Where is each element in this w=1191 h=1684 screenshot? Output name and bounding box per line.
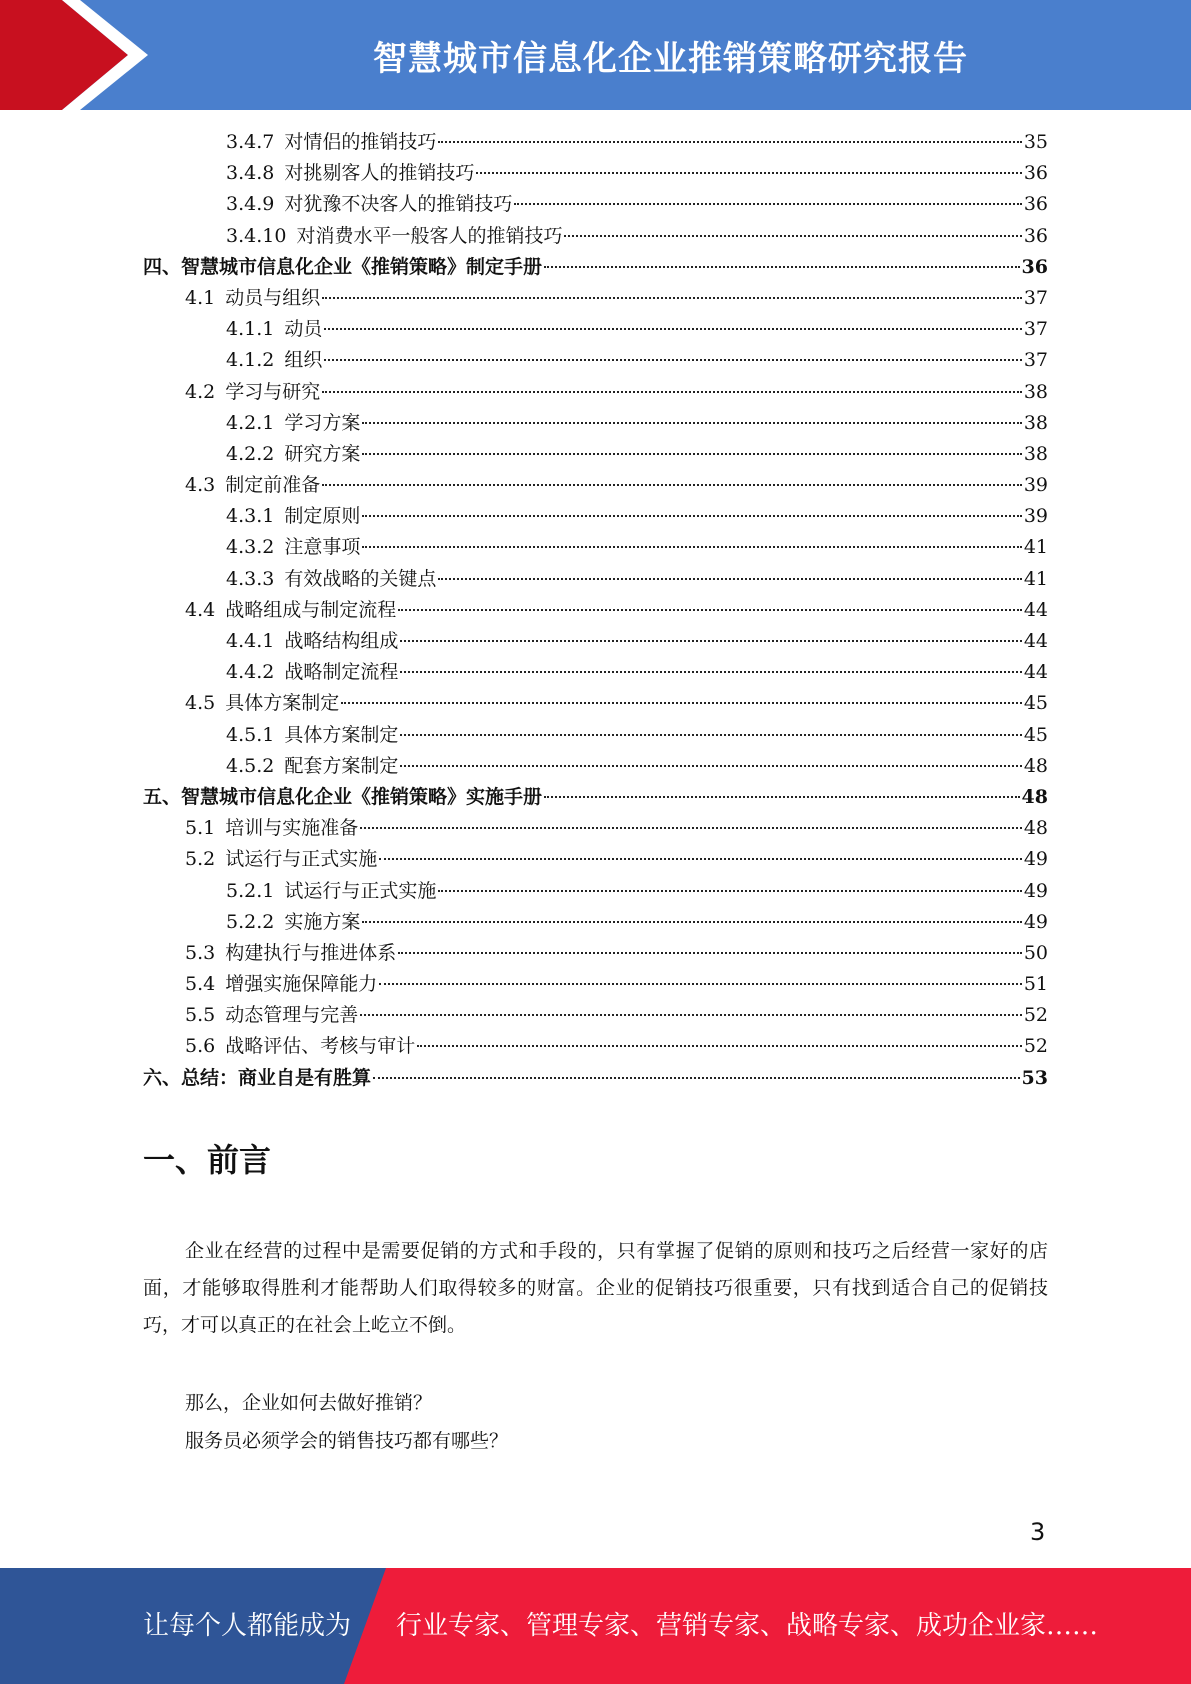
toc-dot-leader xyxy=(362,546,1021,548)
document-title: 智慧城市信息化企业推销策略研究报告 xyxy=(373,38,968,79)
toc-entry-page: 36 xyxy=(1023,193,1048,216)
toc-entry[interactable] xyxy=(143,1000,1048,1031)
toc-dot-leader xyxy=(400,671,1021,673)
toc-entry[interactable] xyxy=(143,1031,1048,1062)
toc-entry-number: 4.5.2 xyxy=(226,754,275,777)
toc-entry-title: 培训与实施准备 xyxy=(225,817,359,840)
toc-dot-leader xyxy=(400,640,1021,642)
toc-entry-number: 5.2.2 xyxy=(226,910,275,933)
toc-dot-leader xyxy=(324,359,1021,361)
toc-entry-number: 5.1 xyxy=(185,817,216,840)
toc-dot-leader xyxy=(360,827,1022,829)
toc-entry-page: 39 xyxy=(1023,505,1048,528)
toc-entry[interactable] xyxy=(143,314,1048,345)
toc-dot-leader xyxy=(322,484,1022,486)
toc-entry-title: 注意事项 xyxy=(284,536,361,559)
toc-dot-leader xyxy=(362,515,1021,517)
toc-entry-page: 52 xyxy=(1023,1035,1048,1058)
toc-entry-page: 36 xyxy=(1023,162,1048,185)
toc-dot-leader xyxy=(379,858,1022,860)
toc-entry-number: 4.4 xyxy=(185,598,216,621)
toc-entry[interactable] xyxy=(143,720,1048,751)
toc-entry-number: 4.3 xyxy=(185,474,216,497)
toc-dot-leader xyxy=(417,1045,1022,1047)
toc-entry-number: 4.2.1 xyxy=(226,411,275,434)
toc-dot-leader xyxy=(362,422,1021,424)
toc-entry-title: 试运行与正式实施 xyxy=(225,848,378,871)
toc-entry-page: 48 xyxy=(1023,754,1048,777)
toc-entry[interactable] xyxy=(143,969,1048,1000)
toc-entry-title: 动态管理与完善 xyxy=(225,1004,359,1027)
toc-entry-number: 4.3.1 xyxy=(226,505,275,528)
toc-entry-number: 4.2.2 xyxy=(226,442,275,465)
toc-dot-leader xyxy=(322,391,1022,393)
toc-entry-title: 学习方案 xyxy=(284,411,361,434)
toc-entry[interactable] xyxy=(143,439,1048,470)
toc-entry-title: 四、智慧城市信息化企业《推销策略》制定手册 xyxy=(143,255,543,278)
toc-entry-title: 动员与组织 xyxy=(225,286,321,309)
toc-entry-page: 48 xyxy=(1021,785,1048,808)
toc-entry-number: 4.1 xyxy=(185,286,216,309)
toc-entry-title: 研究方案 xyxy=(284,442,361,465)
toc-entry-page: 38 xyxy=(1023,411,1048,434)
toc-entry-number: 4.5.1 xyxy=(226,723,275,746)
toc-entry-page: 38 xyxy=(1023,442,1048,465)
toc-entry-title: 五、智慧城市信息化企业《推销策略》实施手册 xyxy=(143,785,543,808)
toc-entry[interactable] xyxy=(143,595,1048,626)
toc-entry-title: 实施方案 xyxy=(284,910,361,933)
toc-dot-leader xyxy=(400,765,1021,767)
toc-entry-title: 制定前准备 xyxy=(225,474,321,497)
toc-entry-page: 50 xyxy=(1023,941,1048,964)
toc-entry-number: 5.2 xyxy=(185,848,216,871)
toc-entry-number: 5.3 xyxy=(185,941,216,964)
table-of-contents xyxy=(143,127,1048,1094)
toc-entry[interactable] xyxy=(143,813,1048,844)
toc-entry-title: 动员 xyxy=(284,318,323,341)
toc-dot-leader xyxy=(360,1014,1022,1016)
toc-dot-leader xyxy=(400,734,1021,736)
toc-entry-title: 战略评估、考核与审计 xyxy=(225,1035,416,1058)
toc-entry-title: 六、总结：商业自是有胜算 xyxy=(143,1066,372,1089)
page-number: 3 xyxy=(1030,1518,1046,1546)
toc-dot-leader xyxy=(362,453,1021,455)
toc-entry[interactable] xyxy=(143,1063,1048,1094)
toc-entry-page: 52 xyxy=(1023,1004,1048,1027)
toc-entry-title: 对犹豫不决客人的推销技巧 xyxy=(284,193,513,216)
toc-entry[interactable] xyxy=(143,377,1048,408)
toc-entry-number: 5.6 xyxy=(185,1035,216,1058)
toc-entry-number: 4.4.1 xyxy=(226,630,275,652)
toc-entry-number: 4.4.2 xyxy=(226,661,275,684)
question-line: 那么，企业如何去做好推销？ xyxy=(185,1392,433,1414)
toc-entry[interactable] xyxy=(143,657,1048,688)
toc-entry[interactable] xyxy=(143,907,1048,938)
page-header xyxy=(0,0,1191,110)
header-arrow-decoration xyxy=(0,0,160,110)
toc-entry-number: 4.3.3 xyxy=(226,567,275,590)
toc-entry-title: 战略制定流程 xyxy=(284,661,399,684)
toc-entry-title: 有效战略的关键点 xyxy=(284,567,437,590)
toc-entry-page: 45 xyxy=(1023,723,1048,746)
toc-entry-title: 增强实施保障能力 xyxy=(225,973,378,996)
toc-entry-title: 对情侣的推销技巧 xyxy=(284,131,437,153)
toc-dot-leader xyxy=(476,172,1021,174)
intro-paragraph: 企业在经营的过程中是需要促销的方式和手段的，只有掌握了促销的原则和技巧之后经营一家好的店面，才能够取得胜利才能帮助人们取得较多的财富。企业的促销技巧很重要，只有找到适合自己的促销技巧，才可以真正的在社会上屹立不倒。 xyxy=(143,1240,1048,1336)
question-line: 服务员必须学会的销售技巧都有哪些？ xyxy=(185,1430,509,1452)
toc-dot-leader xyxy=(438,141,1021,143)
toc-entry-title: 构建执行与推进体系 xyxy=(225,941,397,964)
toc-entry-title: 具体方案制定 xyxy=(225,692,340,715)
toc-entry[interactable] xyxy=(143,470,1048,501)
toc-dot-leader xyxy=(438,578,1021,580)
toc-entry[interactable] xyxy=(143,782,1048,813)
toc-entry-title: 试运行与正式实施 xyxy=(284,879,437,902)
toc-entry[interactable] xyxy=(143,501,1048,532)
toc-entry-page: 39 xyxy=(1023,474,1048,497)
toc-entry-page: 53 xyxy=(1021,1066,1048,1089)
toc-entry-title: 战略结构组成 xyxy=(284,630,399,652)
toc-entry-page: 44 xyxy=(1023,661,1048,684)
toc-entry-number: 4.1.1 xyxy=(226,318,275,341)
toc-entry[interactable] xyxy=(143,221,1048,252)
toc-entry[interactable] xyxy=(143,252,1048,283)
toc-entry-page: 49 xyxy=(1023,848,1048,871)
toc-entry-number: 3.4.7 xyxy=(226,131,275,153)
toc-dot-leader xyxy=(544,266,1020,268)
toc-entry-page: 37 xyxy=(1023,286,1048,309)
toc-entry[interactable] xyxy=(143,345,1048,376)
toc-dot-leader xyxy=(398,609,1022,611)
toc-dot-leader xyxy=(324,328,1021,330)
toc-entry-page: 49 xyxy=(1023,879,1048,902)
toc-entry-number: 5.5 xyxy=(185,1004,216,1027)
toc-entry[interactable] xyxy=(143,751,1048,782)
toc-dot-leader xyxy=(398,952,1022,954)
toc-entry-page: 35 xyxy=(1023,131,1048,153)
toc-entry-page: 41 xyxy=(1023,567,1048,590)
toc-entry-title: 战略组成与制定流程 xyxy=(225,598,397,621)
toc-entry-page: 48 xyxy=(1023,817,1048,840)
toc-dot-leader xyxy=(544,796,1020,798)
toc-entry[interactable] xyxy=(143,532,1048,563)
toc-entry-page: 41 xyxy=(1023,536,1048,559)
footer-slogan-left: 让每个人都能成为 xyxy=(143,1611,352,1641)
toc-dot-leader xyxy=(341,702,1022,704)
toc-entry-number: 4.5 xyxy=(185,692,216,715)
toc-entry-number: 3.4.10 xyxy=(226,224,287,247)
toc-entry[interactable] xyxy=(143,127,1048,158)
toc-entry-title: 制定原则 xyxy=(284,505,361,528)
toc-entry[interactable] xyxy=(143,564,1048,595)
toc-entry-number: 3.4.8 xyxy=(226,162,275,185)
toc-dot-leader xyxy=(373,1077,1020,1079)
toc-entry-number: 4.3.2 xyxy=(226,536,275,559)
toc-entry-page: 37 xyxy=(1023,349,1048,372)
toc-entry-page: 37 xyxy=(1023,318,1048,341)
footer-slogan-right: 行业专家、管理专家、营销专家、战略专家、成功企业家…… xyxy=(396,1611,1099,1641)
toc-entry[interactable] xyxy=(143,626,1048,657)
toc-entry-page: 45 xyxy=(1023,692,1048,715)
toc-entry-page: 44 xyxy=(1023,630,1048,652)
toc-entry[interactable] xyxy=(143,844,1048,875)
toc-entry-page: 38 xyxy=(1023,380,1048,403)
toc-entry-title: 对挑剔客人的推销技巧 xyxy=(284,162,475,185)
toc-dot-leader xyxy=(362,921,1021,923)
toc-dot-leader xyxy=(514,203,1021,205)
toc-entry-page: 36 xyxy=(1021,255,1048,278)
page-footer xyxy=(0,1568,1191,1684)
toc-entry-title: 学习与研究 xyxy=(225,380,321,403)
toc-entry[interactable] xyxy=(143,408,1048,439)
toc-entry-number: 4.2 xyxy=(185,380,216,403)
toc-entry[interactable] xyxy=(143,688,1048,719)
toc-dot-leader xyxy=(564,235,1021,237)
toc-entry-title: 对消费水平一般客人的推销技巧 xyxy=(296,224,563,247)
toc-entry-page: 49 xyxy=(1023,910,1048,933)
toc-entry[interactable] xyxy=(143,189,1048,220)
toc-entry-number: 4.1.2 xyxy=(226,349,275,372)
toc-dot-leader xyxy=(379,983,1022,985)
toc-entry-page: 44 xyxy=(1023,598,1048,621)
toc-entry-title: 组织 xyxy=(284,349,323,372)
toc-entry-title: 配套方案制定 xyxy=(284,754,399,777)
toc-entry-title: 具体方案制定 xyxy=(284,723,399,746)
toc-dot-leader xyxy=(438,890,1021,892)
toc-entry[interactable] xyxy=(143,938,1048,969)
toc-entry-number: 5.2.1 xyxy=(226,879,275,902)
toc-entry-page: 51 xyxy=(1023,973,1048,996)
toc-entry[interactable] xyxy=(143,158,1048,189)
toc-entry-page: 36 xyxy=(1023,224,1048,247)
toc-entry-number: 5.4 xyxy=(185,973,216,996)
toc-entry[interactable] xyxy=(143,283,1048,314)
toc-entry[interactable] xyxy=(143,876,1048,907)
toc-entry-number: 3.4.9 xyxy=(226,193,275,216)
section-heading: 一、前言 xyxy=(143,1141,272,1179)
toc-dot-leader xyxy=(322,297,1022,299)
